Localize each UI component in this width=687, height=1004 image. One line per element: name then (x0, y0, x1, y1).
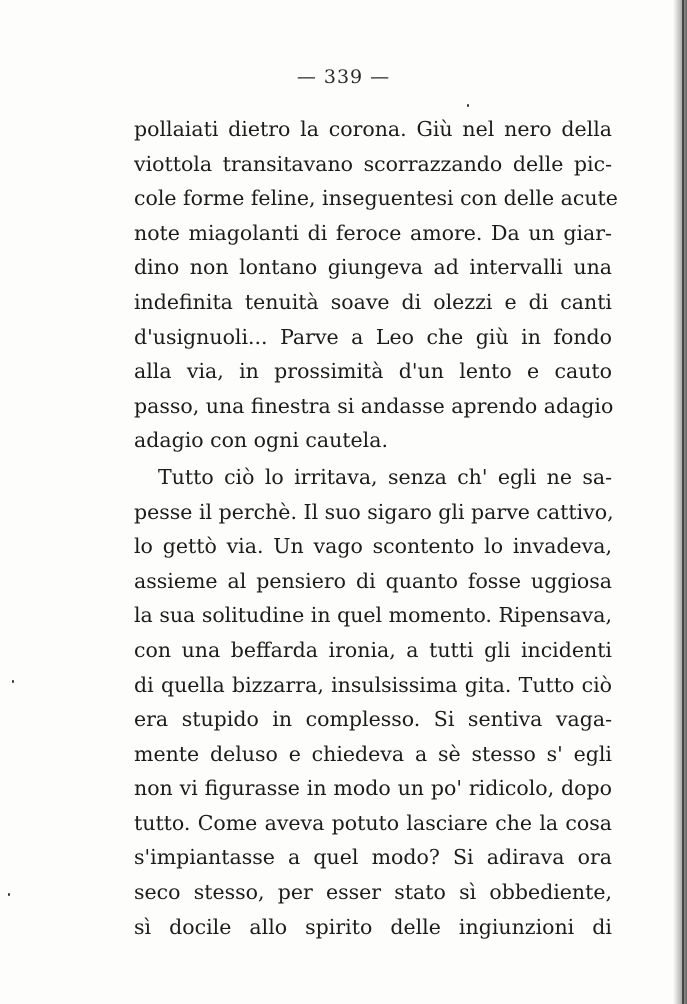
body-text (134, 112, 618, 944)
text-line: passo, una finestra si andasse aprendo adagio (134, 393, 614, 418)
text-line: assieme al pensiero di quanto fosse uggiosa (134, 568, 612, 593)
text-line: la sua solitudine in quel momento. Ripensava, (134, 603, 612, 628)
scan-speck (12, 680, 14, 683)
text-line: note miagolanti di feroce amore. Da un giar- (134, 220, 612, 245)
scan-speck (8, 893, 10, 896)
text-line: con una beffarda ironia, a tutti gli incidenti (134, 637, 612, 662)
text-line: d'usignuoli... Parve a Leo che giù in fondo (134, 324, 612, 349)
text-line: pollaiati dietro la corona. Giù nel nero della (134, 117, 612, 141)
text-line: tutto. Come aveva potuto lasciare che la cosa (134, 810, 612, 835)
text-line: indefinita tenuità soave di olezzi e di canti (134, 289, 612, 314)
text-line: Tutto ciò lo irritava, senza ch' egli ne sa- (158, 464, 612, 489)
text-line: lo gettò via. Un vago scontento lo invadeva, (134, 534, 612, 559)
page-edge-line (682, 0, 684, 1004)
text-line: s'impiantasse a quel modo? Si adirava ora (134, 845, 612, 870)
text-line: dino non lontano giungeva ad intervalli una (134, 255, 612, 280)
page-edge-shadow (673, 0, 687, 1004)
text-line: pesse il perchè. Il suo sigaro gli parve cattivo, (134, 499, 614, 524)
text-line: alla via, in prossimità d'un lento e cauto (134, 359, 612, 384)
text-line: mente deluso e chiedeva a sè stesso s' egli (134, 741, 612, 766)
text-line: adagio con ogni cautela. (134, 428, 388, 453)
page-number: — 339 — (296, 66, 391, 88)
paragraph-2 (134, 460, 612, 944)
text-line: seco stesso, per esser stato sì obbediente, (134, 880, 612, 905)
text-line: cole forme feline, inseguentesi con delle acute (134, 186, 618, 211)
paragraph-1 (134, 112, 618, 458)
text-line: sì docile allo spirito delle ingiunzioni di (134, 914, 612, 939)
text-line: viottola transitavano scorrazzando delle pic- (134, 151, 612, 176)
scan-speck (467, 104, 469, 107)
text-line: di quella bizzarra, insulsissima gita. Tutto ciò (134, 672, 612, 697)
text-line: era stupido in complesso. Si sentiva vaga- (134, 707, 612, 732)
text-line: non vi figurasse in modo un po' ridicolo, dopo (134, 776, 612, 801)
